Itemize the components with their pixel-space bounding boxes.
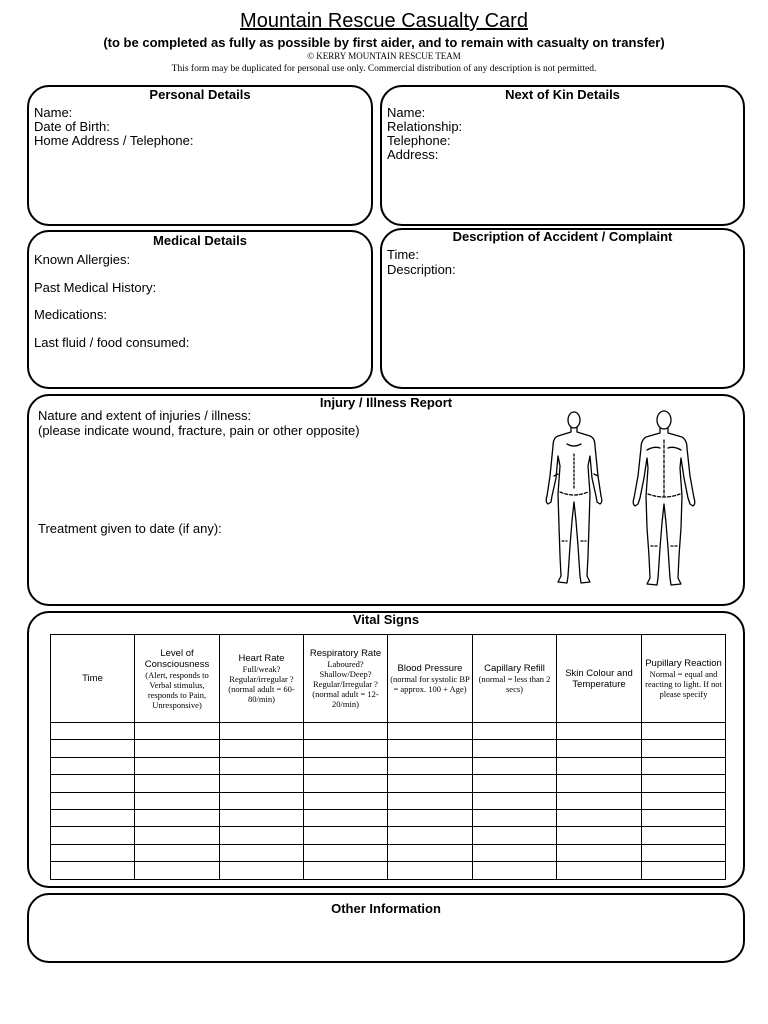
vital-sign-entry-cell[interactable] xyxy=(304,844,388,861)
vital-sign-entry-cell[interactable] xyxy=(642,844,726,861)
column-header-heart-rate: Heart Rate Full/weak? Regular/irregular ? (normal adult = 60-80/min) xyxy=(220,635,304,723)
accident-description-section xyxy=(380,228,745,389)
table-row xyxy=(51,844,726,861)
vital-signs-header-row xyxy=(51,635,726,723)
kin-relationship-field[interactable]: Relationship: xyxy=(387,119,463,134)
permission-notice: This form may be duplicated for personal use only. Commercial distribution of any description is not permitted. xyxy=(171,64,597,74)
vital-sign-entry-cell[interactable] xyxy=(51,757,135,774)
body-diagram[interactable] xyxy=(534,406,709,596)
accident-description-field[interactable]: Description: xyxy=(387,262,456,277)
vital-sign-entry-cell[interactable] xyxy=(473,809,557,826)
vital-sign-entry-cell[interactable] xyxy=(557,775,642,792)
vital-sign-entry-cell[interactable] xyxy=(388,809,473,826)
copyright-notice: © KERRY MOUNTAIN RESCUE TEAM xyxy=(307,51,461,61)
column-header-skin-colour: Skin Colour and Temperature xyxy=(557,635,642,723)
vital-sign-entry-cell[interactable] xyxy=(220,809,304,826)
vital-sign-entry-cell[interactable] xyxy=(220,740,304,757)
medical-details-section xyxy=(27,230,373,389)
column-header-pupillary-reaction: Pupillary Reaction Normal = equal and reacting to light. If not please specify xyxy=(642,635,726,723)
vital-sign-entry-cell[interactable] xyxy=(473,844,557,861)
vital-sign-entry-cell[interactable] xyxy=(642,723,726,740)
other-information-section[interactable] xyxy=(27,893,745,963)
kin-name-field[interactable]: Name: xyxy=(387,105,426,120)
vital-sign-entry-cell[interactable] xyxy=(388,792,473,809)
column-header-respiratory-rate: Respiratory Rate Laboured? Shallow/Deep? Regular/Irregular ? (normal adult = 12-20/min) xyxy=(304,635,388,723)
vital-sign-entry-cell[interactable] xyxy=(388,757,473,774)
vital-sign-entry-cell[interactable] xyxy=(642,757,726,774)
table-row xyxy=(51,827,726,844)
vital-sign-entry-cell[interactable] xyxy=(51,740,135,757)
kin-address-field[interactable]: Address: xyxy=(387,147,439,162)
past-medical-history-field[interactable]: Past Medical History: xyxy=(34,280,157,295)
vital-sign-entry-cell[interactable] xyxy=(135,809,220,826)
vital-sign-entry-cell[interactable] xyxy=(473,775,557,792)
vital-sign-entry-cell[interactable] xyxy=(135,792,220,809)
vital-sign-entry-cell[interactable] xyxy=(388,723,473,740)
vital-sign-entry-cell[interactable] xyxy=(388,827,473,844)
vital-sign-entry-cell[interactable] xyxy=(642,792,726,809)
table-row xyxy=(51,809,726,826)
vital-sign-entry-cell[interactable] xyxy=(557,844,642,861)
table-row xyxy=(51,723,726,740)
vital-signs-section xyxy=(27,611,745,888)
vital-sign-entry-cell[interactable] xyxy=(51,723,135,740)
vital-sign-entry-cell[interactable] xyxy=(220,757,304,774)
vital-sign-entry-cell[interactable] xyxy=(51,827,135,844)
vital-signs-title: Vital Signs xyxy=(352,612,420,627)
medical-details-title: Medical Details xyxy=(153,233,247,248)
vital-sign-entry-cell[interactable] xyxy=(304,792,388,809)
vital-sign-entry-cell[interactable] xyxy=(135,740,220,757)
vital-sign-entry-cell[interactable] xyxy=(220,775,304,792)
vital-sign-entry-cell[interactable] xyxy=(642,809,726,826)
vital-sign-entry-cell[interactable] xyxy=(473,827,557,844)
injury-note: (please indicate wound, fracture, pain or other opposite) xyxy=(38,423,360,438)
vital-sign-entry-cell[interactable] xyxy=(220,862,304,879)
vital-sign-entry-cell[interactable] xyxy=(388,844,473,861)
vital-sign-entry-cell[interactable] xyxy=(304,862,388,879)
vital-sign-entry-cell[interactable] xyxy=(557,723,642,740)
vital-sign-entry-cell[interactable] xyxy=(304,827,388,844)
vital-sign-entry-cell[interactable] xyxy=(220,723,304,740)
vital-sign-entry-cell[interactable] xyxy=(135,723,220,740)
table-row xyxy=(51,792,726,809)
vital-sign-entry-cell[interactable] xyxy=(388,740,473,757)
vital-sign-entry-cell[interactable] xyxy=(304,740,388,757)
table-row xyxy=(51,862,726,879)
page-title: Mountain Rescue Casualty Card xyxy=(240,10,528,32)
table-row xyxy=(51,775,726,792)
vital-sign-entry-cell[interactable] xyxy=(557,827,642,844)
injury-report-title: Injury / Illness Report xyxy=(319,395,453,410)
next-of-kin-title: Next of Kin Details xyxy=(505,87,620,102)
vital-sign-entry-cell[interactable] xyxy=(642,775,726,792)
vital-sign-entry-cell[interactable] xyxy=(642,862,726,879)
vital-sign-entry-cell[interactable] xyxy=(135,827,220,844)
other-information-title: Other Information xyxy=(331,901,441,916)
vital-sign-entry-cell[interactable] xyxy=(304,809,388,826)
medications-field[interactable]: Medications: xyxy=(34,307,107,322)
next-of-kin-section xyxy=(380,85,745,226)
personal-details-title: Personal Details xyxy=(149,87,251,102)
vital-sign-entry-cell[interactable] xyxy=(135,757,220,774)
vital-sign-entry-cell[interactable] xyxy=(51,844,135,861)
known-allergies-field[interactable]: Known Allergies: xyxy=(34,252,131,267)
back-body-outline xyxy=(633,411,695,585)
accident-description-title: Description of Accident / Complaint xyxy=(452,229,673,244)
accident-time-field[interactable]: Time: xyxy=(387,247,420,262)
vital-sign-entry-cell[interactable] xyxy=(557,862,642,879)
table-row xyxy=(51,740,726,757)
vital-sign-entry-cell[interactable] xyxy=(473,757,557,774)
vital-sign-entry-cell[interactable] xyxy=(51,792,135,809)
front-body-outline xyxy=(546,412,602,583)
vital-sign-entry-cell[interactable] xyxy=(304,775,388,792)
vital-sign-entry-cell[interactable] xyxy=(642,740,726,757)
vital-sign-entry-cell[interactable] xyxy=(473,792,557,809)
column-header-consciousness: Level of Consciousness (Alert, responds to Verbal stimulus, responds to Pain, Unresponsive) xyxy=(135,635,220,723)
vital-sign-entry-cell[interactable] xyxy=(473,862,557,879)
vital-sign-entry-cell[interactable] xyxy=(51,775,135,792)
treatment-given-field[interactable]: Treatment given to date (if any): xyxy=(38,521,222,536)
vital-sign-entry-cell[interactable] xyxy=(220,792,304,809)
vital-sign-entry-cell[interactable] xyxy=(220,827,304,844)
vital-sign-entry-cell[interactable] xyxy=(304,723,388,740)
vital-sign-entry-cell[interactable] xyxy=(557,809,642,826)
vital-sign-entry-cell[interactable] xyxy=(642,827,726,844)
vital-sign-entry-cell[interactable] xyxy=(304,757,388,774)
vital-sign-entry-cell[interactable] xyxy=(135,844,220,861)
table-row xyxy=(51,757,726,774)
personal-name-field[interactable]: Name: xyxy=(34,105,73,120)
date-of-birth-field[interactable]: Date of Birth: xyxy=(34,119,110,134)
vital-sign-entry-cell[interactable] xyxy=(388,775,473,792)
last-fluid-food-field[interactable]: Last fluid / food consumed: xyxy=(34,335,190,350)
injury-report-section xyxy=(27,394,745,606)
vital-sign-entry-cell[interactable] xyxy=(557,740,642,757)
vital-sign-entry-cell[interactable] xyxy=(388,862,473,879)
vital-sign-entry-cell[interactable] xyxy=(51,862,135,879)
vital-sign-entry-cell[interactable] xyxy=(51,809,135,826)
vital-sign-entry-cell[interactable] xyxy=(135,775,220,792)
home-address-field[interactable]: Home Address / Telephone: xyxy=(34,133,194,148)
personal-details-section xyxy=(27,85,373,226)
column-header-capillary-refill: Capillary Refill (normal = less than 2 secs) xyxy=(473,635,557,723)
injury-nature-field[interactable]: Nature and extent of injuries / illness: xyxy=(38,408,252,423)
vital-sign-entry-cell[interactable] xyxy=(557,757,642,774)
vital-sign-entry-cell[interactable] xyxy=(220,844,304,861)
column-header-blood-pressure: Blood Pressure (normal for systolic BP = approx. 100 + Age) xyxy=(388,635,473,723)
vital-sign-entry-cell[interactable] xyxy=(557,792,642,809)
vital-signs-table xyxy=(50,634,726,880)
vital-sign-entry-cell[interactable] xyxy=(473,723,557,740)
kin-telephone-field[interactable]: Telephone: xyxy=(387,133,451,148)
vital-sign-entry-cell[interactable] xyxy=(473,740,557,757)
vital-sign-entry-cell[interactable] xyxy=(135,862,220,879)
column-header-time: Time xyxy=(51,635,135,723)
page-subtitle: (to be completed as fully as possible by first aider, and to remain with casualty on transfer) xyxy=(103,35,665,50)
